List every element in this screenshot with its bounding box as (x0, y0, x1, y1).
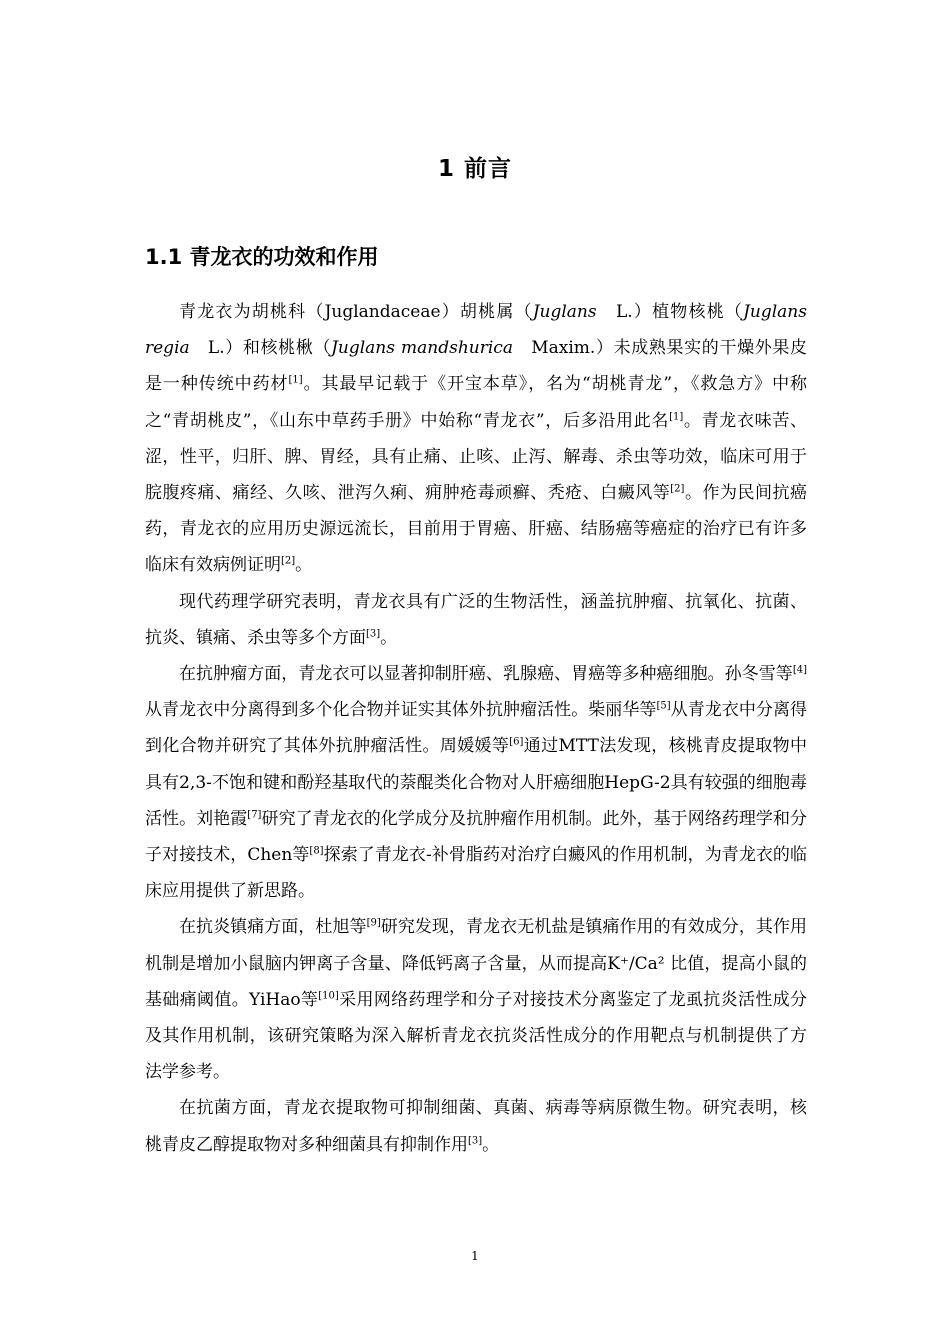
citation-ref: [1] (669, 410, 684, 422)
text-run: 探索了青龙衣-补骨脂药对治疗白癜风的作用机制，为青龙衣的临床应用提供了新思路。 (145, 845, 807, 902)
citation-ref: [2] (670, 483, 685, 495)
citation-ref: [9] (366, 917, 381, 929)
text-run: 。青龙衣味苦、涩，性平，归肝、脾、胃经，具有止痛、止咳、止泻、解毒、杀虫等功效，临床可用于脘腹疼痛、痛经、久咳、泄泻久痢、痈肿疮毒顽癣、秃疮、白癜风等 (145, 410, 808, 504)
citation-ref: [3] (468, 1135, 483, 1147)
paragraph (145, 294, 807, 584)
text-run: 。其最早记载于《开宝本草》，名为“胡桃青龙”，《救急方》中称之“青胡桃皮”，《山东中草药手册》中始称“青龙衣”，后多沿用此名 (145, 374, 807, 431)
text-run: 在抗菌方面，青龙衣提取物可抑制细菌、真菌、病毒等病原微生物。研究表明，核桃青皮乙醇提取物对多种细菌具有抑制作用 (145, 1098, 807, 1155)
italic-text: Juglans mandshurica (331, 338, 513, 359)
text-run: L.）和核桃楸（ (189, 338, 332, 359)
section-title: 1.1 青龙衣的功效和作用 (145, 245, 379, 269)
text-run: 青龙衣为胡桃科（Juglandaceae）胡桃属（ (179, 302, 533, 322)
text-run: 研究发现，青龙衣无机盐是镇痛作用的有效成分，其作用机制是增加小鼠脑内钾离子含量、降低钙离子含量，从而提高K⁺/Ca² 比值，提高小鼠的基础痛阈值。YiHao等 (145, 917, 808, 1010)
text-run: Maxim.）未成熟果实的干燥外果皮是一种传统中药材 (145, 338, 807, 395)
citation-ref: [1] (288, 374, 303, 386)
text-run: 在抗肿瘤方面，青龙衣可以显著抑制肝癌、乳腺癌、胃癌等多种癌细胞。孙冬雪等 (179, 664, 793, 685)
text-run: 研究了青龙衣的化学成分及抗肿瘤作用机制。此外，基于网络药理学和分子对接技术，Chen等 (145, 808, 808, 866)
paragraph (145, 656, 807, 909)
text-run: 从青龙衣中分离得到多个化合物并证实其体外抗肿瘤活性。柴丽华等 (145, 700, 657, 721)
citation-ref: [2] (281, 555, 296, 567)
citation-ref: [7] (247, 809, 262, 821)
body-text (145, 294, 807, 1163)
text-run: L.）植物核桃（ (596, 302, 744, 322)
citation-ref: [10] (318, 990, 339, 1002)
text-run: 采用网络药理学和分子对接技术分离鉴定了龙虱抗炎活性成分及其作用机制，该研究策略为深入解析青龙衣抗炎活性成分的作用靶点与机制提供了方法学参考。 (145, 989, 807, 1083)
citation-ref: [5] (656, 700, 671, 712)
paragraph (145, 909, 807, 1090)
citation-ref: [8] (309, 845, 324, 857)
text-run: 。 (380, 627, 398, 648)
text-run: 。作为民间抗癌药，青龙衣的应用历史源远流长，目前用于胃癌、肝癌、结肠癌等癌症的治疗已有许多临床有效病例证明 (145, 483, 807, 576)
citation-ref: [3] (366, 628, 381, 640)
citation-ref: [4] (792, 664, 807, 676)
paragraph (145, 1090, 807, 1162)
page-number: 1 (471, 1249, 479, 1263)
text-run: 在抗炎镇痛方面，杜旭等 (179, 917, 367, 938)
chapter-title: 1 前言 (437, 156, 512, 182)
paragraph (145, 584, 807, 656)
text-run: 。 (295, 555, 313, 576)
text-run: 。 (482, 1134, 500, 1155)
italic-text: Juglans regia (145, 302, 807, 359)
italic-text: Juglans (532, 302, 597, 322)
text-run: 通过MTT法发现，核桃青皮提取物中具有2,3-不饱和键和酚羟基取代的萘醌类化合物对人肝癌细胞HepG-2具有较强的细胞毒活性。刘艳霞 (145, 736, 807, 829)
text-run: 现代药理学研究表明，青龙衣具有广泛的生物活性，涵盖抗肿瘤、抗氧化、抗菌、抗炎、镇痛、杀虫等多个方面 (145, 591, 807, 648)
text-run: 从青龙衣中分离得到化合物并研究了其体外抗肿瘤活性。周媛媛等 (145, 700, 808, 757)
citation-ref: [6] (509, 736, 524, 748)
